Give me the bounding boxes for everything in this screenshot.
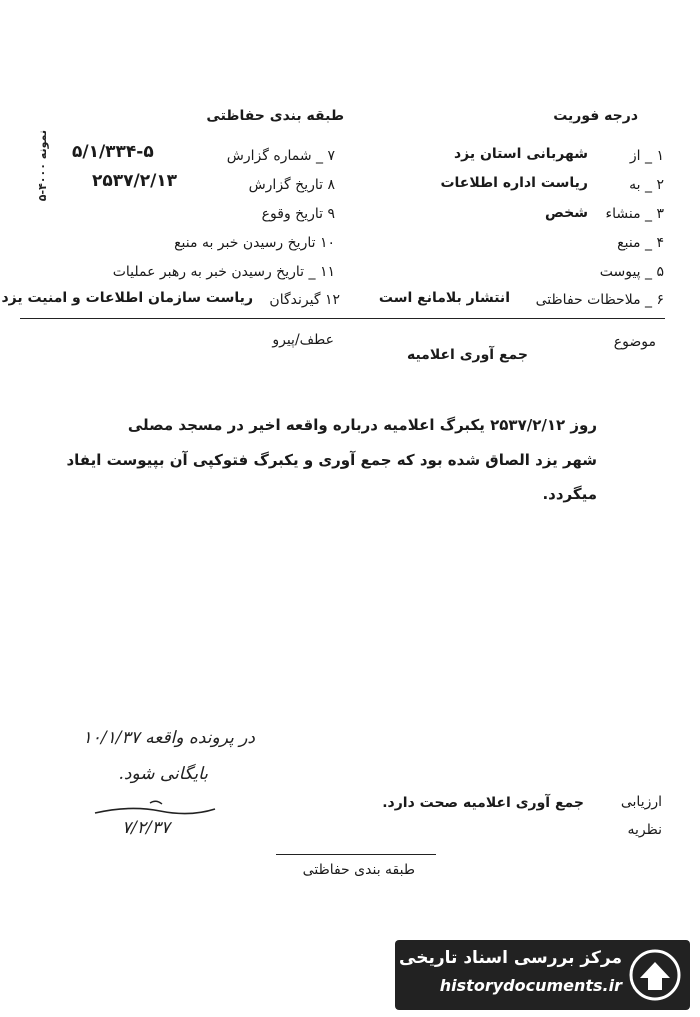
archive-logo bbox=[395, 940, 690, 1010]
logo-title: مرکز بررسی اسناد تاریخی bbox=[399, 948, 622, 968]
field-attachment-label: ۵ _ پیوست bbox=[599, 264, 664, 280]
form-code: نمونه ۴۰۰۰-۵ bbox=[36, 130, 49, 202]
field-from-label: ۱ _ از bbox=[629, 148, 664, 164]
archive-emblem-icon bbox=[628, 948, 682, 1002]
field-origin-value: شخص bbox=[545, 205, 588, 221]
field-report-date-value: ۲۵۳۷/۲/۱۳ bbox=[92, 171, 178, 191]
field-protection-label: ۶ _ ملاحظات حفاظتی bbox=[535, 292, 664, 308]
field-protection-value: انتشار بلامانع است bbox=[378, 290, 510, 306]
priority-heading: درجه فوریت bbox=[553, 108, 638, 124]
field-to-label: ۲ _ به bbox=[629, 177, 664, 193]
classification-top: طبقه بندی حفاظتی bbox=[206, 108, 344, 124]
field-recipients-value: ریاست سازمان اطلاعات و امنیت یزد bbox=[1, 290, 253, 306]
field-source-date-label: ۱۰ تاریخ رسیدن خبر به منبع bbox=[174, 235, 335, 251]
evaluation-label: ارزیابی bbox=[620, 794, 662, 810]
field-from-value: شهربانی استان یزد bbox=[453, 146, 588, 162]
field-source-label: ۴ _ منبع bbox=[617, 235, 664, 251]
field-report-date-label: ۸ تاریخ گزارش bbox=[248, 177, 335, 193]
subject-label: موضوع bbox=[613, 334, 656, 350]
logo-url: historydocuments.ir bbox=[439, 976, 622, 995]
field-occurrence-date-label: ۹ تاریخ وقوع bbox=[261, 206, 335, 222]
field-to-value: ریاست اداره اطلاعات bbox=[440, 175, 588, 191]
body-line-1: روز ۲۵۳۷/۲/۱۲ یکبرگ اعلامیه درباره واقعه اخیر در مسجد مصلی bbox=[127, 416, 597, 434]
handwritten-note-1: در پرونده واقعه ۱۰/۱/۳۷ bbox=[82, 728, 255, 748]
body-line-3: میگردد. bbox=[542, 485, 597, 503]
field-report-number-value: ۵/۱/۳۳۴-۵ bbox=[72, 142, 154, 162]
field-origin-label: ۳ _ منشاء bbox=[605, 206, 664, 222]
field-recipients-label: ۱۲ گیرندگان bbox=[269, 292, 340, 308]
reference-label: عطف/پیرو bbox=[272, 332, 334, 348]
handwritten-signature: ۷/۲/۳۷ bbox=[122, 818, 170, 838]
field-leader-date-label: ۱۱ _ تاریخ رسیدن خبر به رهبر عملیات bbox=[112, 264, 335, 280]
footer-divider bbox=[276, 854, 436, 855]
opinion-label: نظریه bbox=[627, 822, 662, 838]
body-line-2: شهر یزد الصاق شده بود که جمع آوری و یکبرگ فتوکپی آن بپیوست ایفاد bbox=[66, 451, 597, 469]
subject-value: جمع آوری اعلامیه bbox=[406, 347, 528, 363]
field-report-number-label: ۷ _ شماره گزارش bbox=[226, 148, 335, 164]
evaluation-value: جمع آوری اعلامیه صحت دارد. bbox=[382, 795, 584, 811]
handwritten-note-2: بایگانی شود. bbox=[118, 764, 208, 784]
header-divider bbox=[20, 318, 665, 319]
classification-bottom: طبقه بندی حفاظتی bbox=[302, 862, 415, 878]
